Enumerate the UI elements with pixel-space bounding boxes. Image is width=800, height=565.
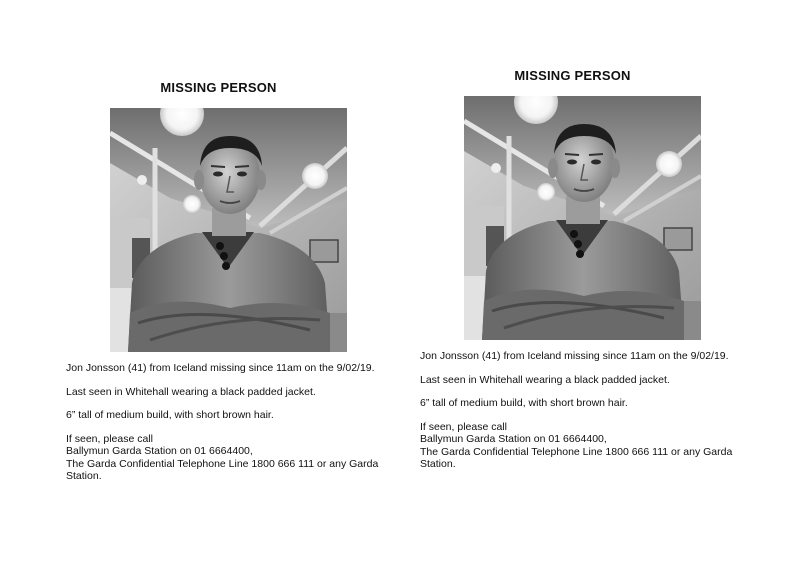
description-text: 6” tall of medium build, with short brown hair. <box>66 409 274 421</box>
poster-text <box>66 362 406 483</box>
contact-confidential-line-end: Station. <box>66 470 102 482</box>
poster-title: MISSING PERSON <box>160 80 277 95</box>
missing-person-poster-right <box>420 68 760 482</box>
last-seen-text: Last seen in Whitehall wearing a black padded jacket. <box>420 373 670 386</box>
contact-block <box>420 421 760 471</box>
missing-person-poster-left <box>66 80 406 494</box>
missing-person-photo <box>464 96 701 340</box>
contact-confidential-line: The Garda Confidential Telephone Line 1800 666 111 or any Garda <box>66 457 379 470</box>
poster-title: MISSING PERSON <box>514 68 631 83</box>
contact-station: Ballymun Garda Station on 01 6664400, <box>66 445 253 457</box>
description-text: 6” tall of medium build, with short brown hair. <box>420 397 628 409</box>
contact-station: Ballymun Garda Station on 01 6664400, <box>420 433 607 445</box>
missing-person-photo <box>110 108 347 352</box>
contact-block <box>66 433 406 483</box>
last-seen-text: Last seen in Whitehall wearing a black padded jacket. <box>66 385 316 398</box>
poster-text <box>420 350 760 471</box>
contact-confidential-line: The Garda Confidential Telephone Line 1800 666 111 or any Garda <box>420 445 733 458</box>
contact-confidential-line-end: Station. <box>420 458 456 470</box>
contact-intro: If seen, please call <box>420 420 507 433</box>
person-details: Jon Jonsson (41) from Iceland missing since 11am on the 9/02/19. <box>66 362 375 374</box>
contact-intro: If seen, please call <box>66 432 153 445</box>
person-details: Jon Jonsson (41) from Iceland missing since 11am on the 9/02/19. <box>420 350 729 362</box>
